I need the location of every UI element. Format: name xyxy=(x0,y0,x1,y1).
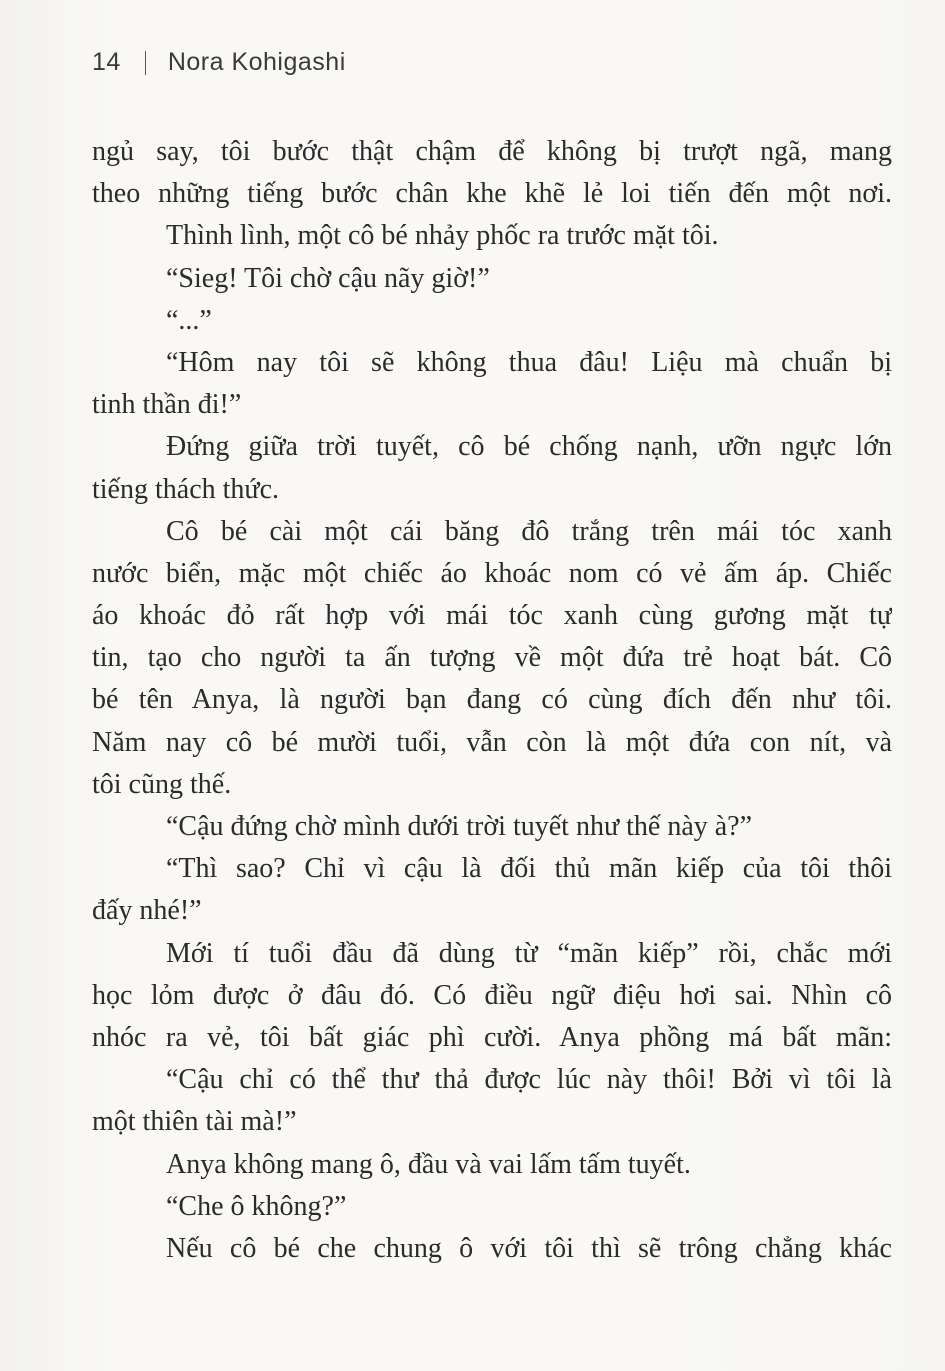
text-line: theo những tiếng bước chân khe khẽ lẻ loi tiến đến một nơi. xyxy=(92,178,892,210)
text-line: “...” xyxy=(166,304,212,336)
text-line: một thiên tài mà!” xyxy=(92,1106,297,1138)
text-line: nhóc ra vẻ, tôi bất giác phì cười. Anya phồng má bất mãn: xyxy=(92,1021,892,1053)
header-divider xyxy=(145,51,146,75)
running-header xyxy=(92,48,346,77)
page-number: 14 xyxy=(92,48,121,76)
text-line: học lỏm được ở đâu đó. Có điều ngữ điệu hơi sai. Nhìn cô xyxy=(92,979,892,1011)
text-line: đấy nhé!” xyxy=(92,895,202,927)
text-line: Thình lình, một cô bé nhảy phốc ra trước mặt tôi. xyxy=(166,220,719,252)
text-line: tin, tạo cho người ta ấn tượng về một đứa trẻ hoạt bát. Cô xyxy=(92,642,892,674)
text-line: Anya không mang ô, đầu và vai lấm tấm tuyết. xyxy=(166,1148,691,1180)
text-line: Nếu cô bé che chung ô với tôi thì sẽ trông chẳng khác xyxy=(166,1232,892,1264)
text-line: ngủ say, tôi bước thật chậm để không bị trượt ngã, mang xyxy=(92,136,892,167)
text-line: “Thì sao? Chỉ vì cậu là đối thủ mãn kiếp của tôi thôi xyxy=(166,853,892,885)
text-line: bé tên Anya, là người bạn đang có cùng đích đến như tôi. xyxy=(92,684,892,716)
text-line: tiếng thách thức. xyxy=(92,473,280,505)
text-line: “Hôm nay tôi sẽ không thua đâu! Liệu mà chuẩn bị xyxy=(166,346,892,378)
text-line: “Cậu đứng chờ mình dưới trời tuyết như thế này à?” xyxy=(166,811,753,842)
text-line: tinh thần đi!” xyxy=(92,389,242,421)
text-line: Năm nay cô bé mười tuổi, vẫn còn là một đứa con nít, và xyxy=(92,726,892,758)
text-line: Cô bé cài một cái băng đô trắng trên mái tóc xanh xyxy=(166,515,892,547)
text-line: Đứng giữa trời tuyết, cô bé chống nạnh, ưỡn ngực lớn xyxy=(166,431,892,463)
text-line: “Cậu chỉ có thể thư thả được lúc này thôi! Bởi vì tôi là xyxy=(166,1064,892,1096)
text-line: nước biển, mặc một chiếc áo khoác nom có vẻ ấm áp. Chiếc xyxy=(92,557,892,589)
text-line: “Che ô không?” xyxy=(166,1190,347,1222)
body-text xyxy=(92,131,892,1270)
text-line: tôi cũng thế. xyxy=(92,768,232,800)
text-line: áo khoác đỏ rất hợp với mái tóc xanh cùng gương mặt tự xyxy=(92,600,892,632)
text-line: Mới tí tuổi đầu đã dùng từ “mãn kiếp” rồi, chắc mới xyxy=(166,937,892,969)
text-line: “Sieg! Tôi chờ cậu nãy giờ!” xyxy=(166,262,490,294)
author-name: Nora Kohigashi xyxy=(167,48,346,76)
